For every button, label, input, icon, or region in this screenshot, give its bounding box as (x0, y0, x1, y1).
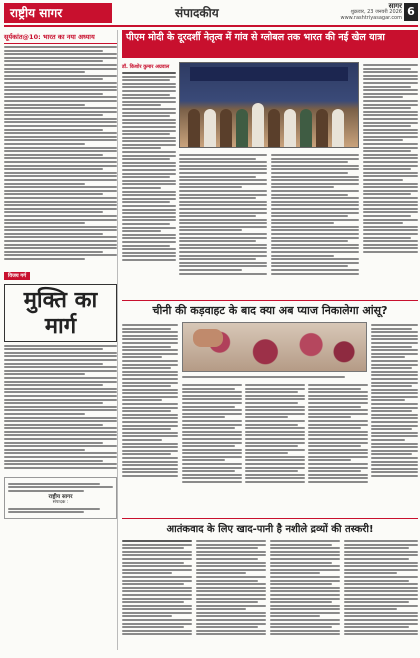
imprint-title: राष्ट्रीय सागर (48, 493, 73, 500)
lead-col-4 (363, 62, 418, 254)
editorial-body (4, 46, 117, 260)
website: www.rashtriyasagar.com (340, 15, 402, 21)
masthead: राष्ट्रीय सागर (4, 3, 112, 23)
city-label: सागर (388, 2, 402, 10)
lead-photo (179, 62, 359, 148)
author-tag: विजय गर्ग (4, 272, 30, 280)
mid-col-2 (182, 382, 242, 485)
onion-photo (182, 322, 367, 372)
onion-photo-caption (182, 374, 367, 380)
mid-col-3 (245, 382, 305, 485)
lead-headline: पीएम मोदी के दूरदर्शी नेतृत्व में गांव से ग्लोबल तक भारत की नई खेल यात्रा (122, 30, 418, 58)
section-title: संपादकीय (175, 6, 219, 20)
lead-col-2 (179, 152, 267, 276)
mid-col-4 (308, 382, 368, 485)
mid-col-1 (122, 322, 178, 479)
lead-col-1 (122, 62, 176, 262)
lead-byline: डॉ. किशोर कुमार अग्रवाल (122, 64, 170, 70)
bottom-col-1 (122, 538, 192, 637)
left-column (4, 30, 118, 650)
bottom-headline: आतंकवाद के लिए खाद-पानी है नशीले द्रव्यों की तस्करी! (122, 518, 418, 534)
lead-col-3 (271, 152, 359, 276)
editorial-heading: सूर्यकांत@10: भारत का नया अध्याय (4, 30, 117, 44)
mid-headline: चीनी की कड़वाहट के बाद क्या अब प्याज निकालेगा आंसू? (122, 300, 418, 318)
header-info (341, 3, 403, 21)
mid-col-5 (371, 322, 418, 479)
dateline: शुक्रवार, 23 जनवरी 2026 (350, 9, 402, 15)
header-rule (4, 25, 418, 27)
bottom-col-2 (196, 538, 266, 637)
main-area (122, 30, 418, 650)
imprint-contact: संपादक : (52, 499, 69, 505)
imprint-box (4, 477, 117, 519)
column-title: मुक्ति का मार्ग (4, 284, 117, 342)
page-number: 6 (404, 3, 418, 21)
column-body (4, 345, 117, 469)
bottom-col-3 (270, 538, 340, 637)
bottom-col-4 (344, 538, 418, 637)
